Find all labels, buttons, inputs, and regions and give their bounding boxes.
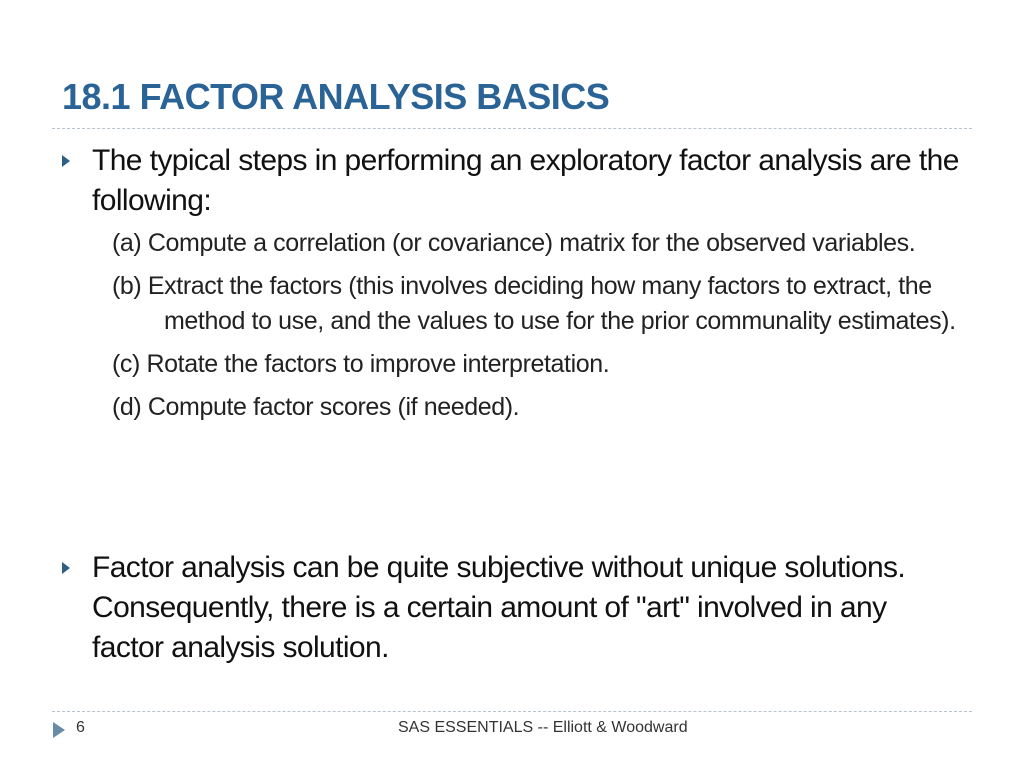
step-b: (b) Extract the factors (this involves deciding how many factors to extract, the method to use, and the values to use for the prior communality estimates). [112, 272, 956, 335]
bullet-text: The typical steps in performing an exploratory factor analysis are the following: [92, 144, 959, 217]
bullet-arrow-icon [62, 155, 70, 167]
step-d: (d) Compute factor scores (if needed). [112, 393, 520, 421]
footer-text: SAS ESSENTIALS -- Elliott & Woodward [398, 719, 688, 736]
bullet-item [62, 548, 962, 668]
slide-title: 18.1 FACTOR ANALYSIS BASICS [62, 76, 610, 117]
footer-arrow-icon [53, 722, 65, 738]
bullet-text: Factor analysis can be quite subjective without unique solutions. Consequently, there is a certain amount of "art" involved in any factor analysis solution. [92, 551, 906, 664]
page-number: 6 [76, 719, 85, 736]
footer-divider [52, 711, 972, 712]
step-a: (a) Compute a correlation (or covariance) matrix for the observed variables. [112, 229, 916, 257]
step-c: (c) Rotate the factors to improve interpretation. [112, 350, 610, 378]
bullet-arrow-icon [62, 562, 70, 574]
title-divider [52, 128, 972, 129]
bullet-item [62, 141, 962, 221]
steps-list [112, 226, 972, 433]
